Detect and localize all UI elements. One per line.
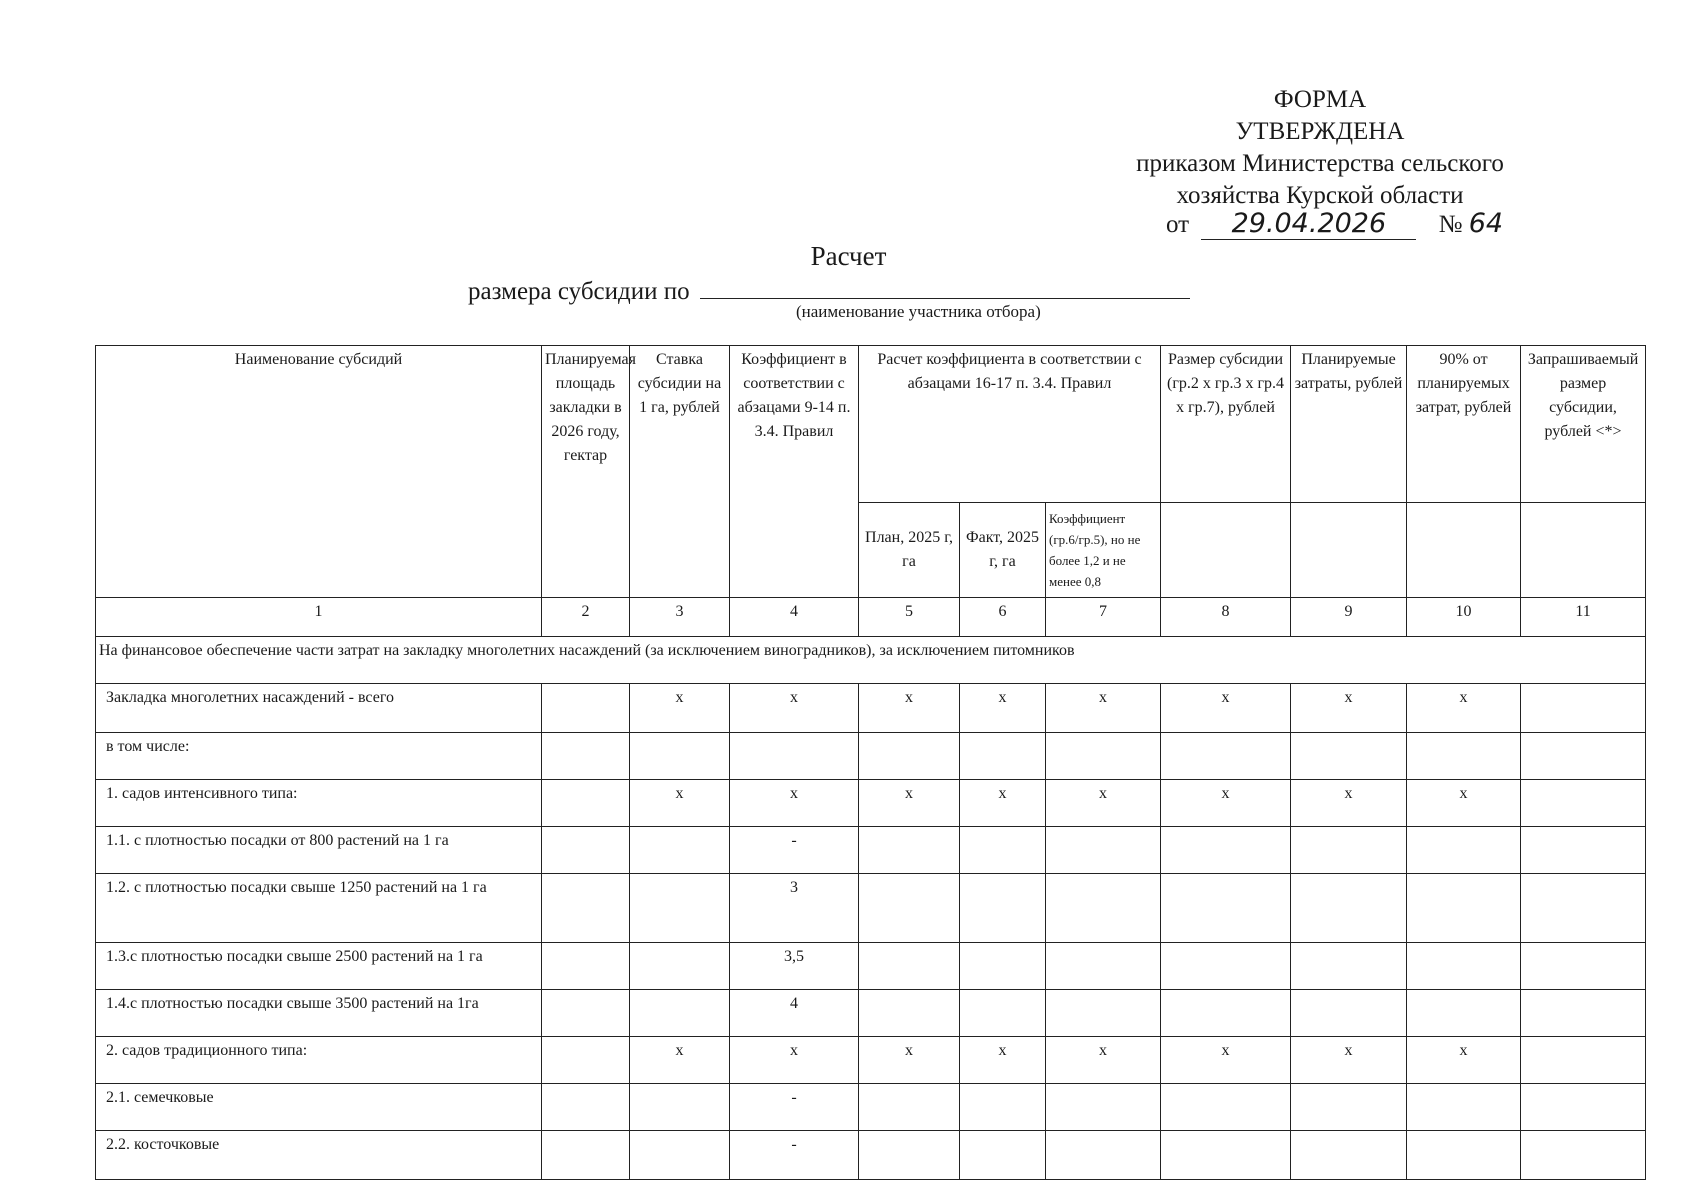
column-number: 9 — [1291, 598, 1407, 637]
column-number: 7 — [1046, 598, 1161, 637]
table-cell — [1521, 1131, 1646, 1180]
table-cell — [859, 1131, 960, 1180]
table-cell — [859, 827, 960, 874]
approval-approved-label: УТВЕРЖДЕНА — [1235, 118, 1405, 145]
table-cell — [1521, 943, 1646, 990]
table-cell — [1291, 1131, 1407, 1180]
table-cell — [1407, 733, 1521, 780]
table-cell — [1046, 1084, 1161, 1131]
table-cell: х — [859, 780, 960, 827]
table-row — [96, 874, 1646, 943]
participant-name-blank — [700, 278, 1190, 299]
table-cell: х — [960, 1037, 1046, 1084]
table-cell: х — [859, 1037, 960, 1084]
row-name-cell: Закладка многолетних насаждений - всего — [96, 684, 542, 733]
table-cell: х — [630, 1037, 730, 1084]
row-name-cell: 2. садов традиционного типа: — [96, 1037, 542, 1084]
table-row — [96, 780, 1646, 827]
table-cell — [1291, 827, 1407, 874]
table-cell — [1407, 1131, 1521, 1180]
table-cell — [1521, 733, 1646, 780]
table-cell — [1407, 1084, 1521, 1131]
header-col-5: План, 2025 г, га — [859, 503, 960, 598]
table-cell: - — [730, 1131, 859, 1180]
table-cell — [960, 733, 1046, 780]
row-name-cell: 1.1. с плотностью посадки от 800 растений на 1 га — [96, 827, 542, 874]
approval-stamp — [1110, 84, 1530, 212]
table-cell — [630, 990, 730, 1037]
table-cell — [542, 1037, 630, 1084]
column-number: 2 — [542, 598, 630, 637]
header-col-10: 90% от планируемых затрат, рублей — [1407, 346, 1521, 503]
row-name-cell: 2.2. косточковые — [96, 1131, 542, 1180]
table-cell — [630, 943, 730, 990]
row-name-cell: 1.3.с плотностью посадки свыше 2500 растений на 1 га — [96, 943, 542, 990]
header-col-8-sub — [1161, 503, 1291, 598]
row-name-cell: 1.2. с плотностью посадки свыше 1250 растений на 1 га — [96, 874, 542, 943]
table-cell — [542, 1131, 630, 1180]
table-cell — [630, 874, 730, 943]
table-cell: - — [730, 1084, 859, 1131]
table-cell — [1291, 1084, 1407, 1131]
table-cell — [1521, 1084, 1646, 1131]
header-col-9: Планируемые затраты, рублей — [1291, 346, 1407, 503]
table-cell — [1161, 733, 1291, 780]
approval-ministry-line: хозяйства Курской области — [1176, 182, 1464, 209]
approval-form-label: ФОРМА — [1273, 86, 1367, 113]
table-cell: х — [1161, 684, 1291, 733]
section-title-row — [96, 637, 1646, 684]
column-number: 1 — [96, 598, 542, 637]
row-name-cell: в том числе: — [96, 733, 542, 780]
table-cell — [1521, 1037, 1646, 1084]
table-cell — [1407, 990, 1521, 1037]
table-cell — [630, 1131, 730, 1180]
table-cell — [1161, 1084, 1291, 1131]
table-cell: х — [1291, 684, 1407, 733]
table-cell: х — [1046, 684, 1161, 733]
header-col-7: Коэффициент (гр.6/гр.5), но не более 1,2 и не менее 0,8 — [1046, 503, 1161, 598]
table-cell — [542, 1084, 630, 1131]
table-cell: х — [730, 684, 859, 733]
column-number: 4 — [730, 598, 859, 637]
table-cell: х — [1291, 780, 1407, 827]
table-row — [96, 1131, 1646, 1180]
table-row — [96, 827, 1646, 874]
table-cell — [1291, 943, 1407, 990]
header-row-1 — [96, 346, 1646, 503]
table-cell — [1291, 874, 1407, 943]
table-cell — [960, 874, 1046, 943]
data-rows — [96, 684, 1646, 1180]
table-cell — [960, 943, 1046, 990]
table-row — [96, 684, 1646, 733]
header-col-2: Планируемая площадь закладки в 2026 году, гектар — [542, 346, 630, 598]
table-row — [96, 990, 1646, 1037]
table-row — [96, 733, 1646, 780]
table-cell — [630, 827, 730, 874]
table-cell: 3,5 — [730, 943, 859, 990]
column-number: 5 — [859, 598, 960, 637]
table-cell: х — [630, 684, 730, 733]
table-cell — [960, 1084, 1046, 1131]
header-col-3: Ставка субсидии на 1 га, рублей — [630, 346, 730, 598]
column-number: 11 — [1521, 598, 1646, 637]
table-cell: х — [730, 1037, 859, 1084]
table-cell: х — [1161, 1037, 1291, 1084]
table-cell — [1046, 827, 1161, 874]
section-title: На финансовое обеспечение части затрат на закладку многолетних насаждений (за исключением виноградников), за исключением питомников — [96, 637, 1646, 684]
table-cell — [730, 733, 859, 780]
table-cell: х — [1046, 1037, 1161, 1084]
document-title: Расчет — [810, 241, 887, 271]
table-cell — [1521, 990, 1646, 1037]
table-cell — [1521, 827, 1646, 874]
table-cell: х — [1407, 1037, 1521, 1084]
table-cell — [542, 943, 630, 990]
header-col-6: Факт, 2025 г, га — [960, 503, 1046, 598]
table-cell — [1161, 827, 1291, 874]
table-cell — [1291, 733, 1407, 780]
table-cell — [1046, 874, 1161, 943]
column-number: 10 — [1407, 598, 1521, 637]
row-name-cell: 1.4.с плотностью посадки свыше 3500 растений на 1га — [96, 990, 542, 1037]
table-cell — [1291, 990, 1407, 1037]
table-cell — [1407, 943, 1521, 990]
approval-order-line: приказом Министерства сельского — [1136, 150, 1504, 177]
row-name-cell: 1. садов интенсивного типа: — [96, 780, 542, 827]
table-row — [96, 1037, 1646, 1084]
table-cell — [1161, 943, 1291, 990]
table-cell: х — [859, 684, 960, 733]
table-cell — [1521, 684, 1646, 733]
header-col-11-sub — [1521, 503, 1646, 598]
table-cell: х — [1046, 780, 1161, 827]
table-cell — [960, 1131, 1046, 1180]
table-cell: х — [1407, 684, 1521, 733]
table-cell: х — [730, 780, 859, 827]
table-cell: х — [1161, 780, 1291, 827]
table-cell — [1046, 990, 1161, 1037]
table-cell: х — [960, 684, 1046, 733]
table-cell: х — [630, 780, 730, 827]
table-cell: х — [1291, 1037, 1407, 1084]
table-cell — [859, 1084, 960, 1131]
table-cell — [859, 874, 960, 943]
table-cell — [1407, 827, 1521, 874]
header-col-9-sub — [1291, 503, 1407, 598]
table-cell — [542, 874, 630, 943]
column-number: 6 — [960, 598, 1046, 637]
table-cell — [542, 827, 630, 874]
header-col-10-sub — [1407, 503, 1521, 598]
table-cell — [1521, 874, 1646, 943]
table-cell — [630, 1084, 730, 1131]
column-numbers-row — [96, 598, 1646, 637]
header-col-4: Коэффициент в соответствии с абзацами 9-14 п. 3.4. Правил — [730, 346, 859, 598]
table-cell — [542, 780, 630, 827]
header-col-1: Наименование субсидий — [96, 346, 542, 598]
column-number: 8 — [1161, 598, 1291, 637]
subsidy-calculation-table — [95, 345, 1646, 1180]
participant-name-note: (наименование участника отбора) — [796, 302, 1041, 321]
table-cell — [859, 990, 960, 1037]
table-cell — [1407, 874, 1521, 943]
table-cell — [960, 827, 1046, 874]
date-prefix: от — [1166, 211, 1190, 238]
table-cell — [1046, 733, 1161, 780]
approval-number: 64 — [1468, 208, 1504, 239]
subtitle-text: размера субсидии по — [468, 278, 690, 305]
table-row — [96, 1084, 1646, 1131]
table-cell — [1046, 943, 1161, 990]
number-prefix: № — [1438, 211, 1463, 238]
column-number: 3 — [630, 598, 730, 637]
table-cell: х — [960, 780, 1046, 827]
table-cell: 3 — [730, 874, 859, 943]
approval-date-line — [1166, 208, 1503, 240]
table-cell — [1161, 1131, 1291, 1180]
table-cell — [542, 990, 630, 1037]
table-cell — [1161, 874, 1291, 943]
table-cell — [1046, 1131, 1161, 1180]
header-col-11: Запрашиваемый размер субсидии, рублей <*> — [1521, 346, 1646, 503]
table-row — [96, 943, 1646, 990]
header-col-5-7: Расчет коэффициента в соответствии с абзацами 16-17 п. 3.4. Правил — [859, 346, 1161, 503]
header-col-8: Размер субсидии (гр.2 х гр.3 х гр.4 х гр.7), рублей — [1161, 346, 1291, 503]
table-cell: - — [730, 827, 859, 874]
table-cell: 4 — [730, 990, 859, 1037]
table-cell — [542, 684, 630, 733]
table-cell — [542, 733, 630, 780]
table-cell — [859, 733, 960, 780]
table-cell — [1521, 780, 1646, 827]
table-cell — [630, 733, 730, 780]
row-name-cell: 2.1. семечковые — [96, 1084, 542, 1131]
table-cell — [960, 990, 1046, 1037]
table-cell: х — [1407, 780, 1521, 827]
table-cell — [859, 943, 960, 990]
approval-date: 29.04.2026 — [1201, 208, 1416, 240]
table-cell — [1161, 990, 1291, 1037]
